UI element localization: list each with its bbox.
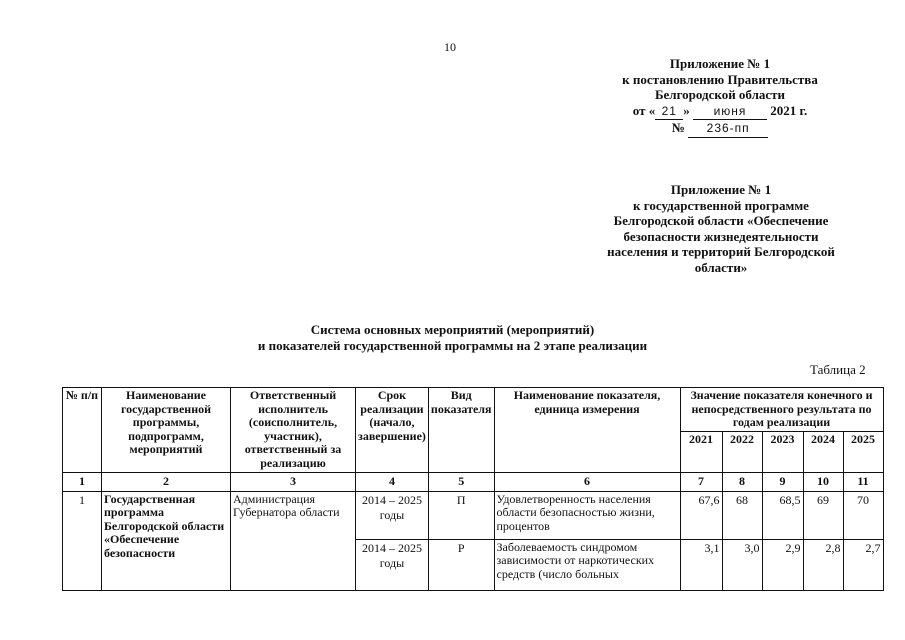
column-number: 10 [803,472,843,491]
appendix-program-line5: населения и территорий Белгородской [607,244,835,259]
header-name: Наименование государственной программы, подпрограмм, мероприятий [102,388,231,473]
column-number: 9 [762,472,803,491]
header-year: 2022 [722,431,762,472]
page-number: 10 [444,40,456,54]
header-type: Вид показателя [428,388,494,473]
date-day: 21 [655,104,683,121]
header-num: № п/п [63,388,102,473]
appendix-resolution-line1: Приложение № 1 [669,56,771,71]
row-executor: Администрация Губернатора области [231,491,356,590]
header-executor: Ответственный исполнитель (соисполнитель, участник), ответственный за реализацию [231,388,356,473]
column-numbers-row [63,472,884,491]
document-title [200,322,705,354]
appendix-resolution-line3: Белгородской области [654,87,786,102]
row-type: Р [428,539,494,590]
header-indicator: Наименование показателя, единица измерения [494,388,680,473]
column-number: 4 [356,472,429,491]
row-indicator: Заболеваемость синдромом зависимости от наркотических средств (число больных [494,539,680,590]
row-value: 67,6 [680,491,722,539]
appendix-program-line2: к государственной программе [633,197,809,213]
row-type: П [428,491,494,539]
header-year: 2025 [843,431,883,472]
appendix-program-line4: безопасности жизнедеятельности [623,228,819,244]
header-year: 2021 [680,431,722,472]
column-number: 6 [494,472,680,491]
row-num: 1 [63,491,102,590]
row-value: 68,5 [762,491,803,539]
column-number: 2 [102,472,231,491]
row-value: 2,8 [803,539,843,590]
row-indicator: Удовлетворенность населения области безопасностью жизни, процентов [494,491,680,539]
row-value: 69 [803,491,843,539]
row-value: 3,0 [722,539,762,590]
appendix-program-line3: Белгородской области «Обеспечение [613,213,829,228]
table-label: Таблица 2 [810,362,866,377]
resolution-number-value: 236-пп [688,121,768,138]
row-value: 2,9 [762,539,803,590]
column-number: 7 [680,472,722,491]
table-row [63,491,884,539]
row-value: 68 [722,491,762,539]
row-value: 2,7 [843,539,883,590]
row-program-name: Государственная программа Белгородской области «Обеспечение безопасности [102,491,231,590]
header-year: 2023 [762,431,803,472]
row-value: 3,1 [680,539,722,590]
header-values-group: Значение показателя конечного и непосредственного результата по годам реализации [680,388,883,432]
row-value: 70 [843,491,883,539]
appendix-resolution-line2: к постановлению Правительства [622,71,818,87]
measures-table [62,387,884,591]
appendix-resolution-date: от « 21 » июня 2021 г. [590,103,850,121]
appendix-resolution-number: № 236-пп [590,120,850,138]
column-number: 3 [231,472,356,491]
appendix-program-line6: области» [694,259,748,275]
appendix-resolution-block [590,56,850,138]
row-period: 2014 – 2025 годы [356,491,429,539]
header-year: 2024 [803,431,843,472]
appendix-program-line1: Приложение № 1 [670,182,772,197]
title-line1: Система основных мероприятий (мероприятий) [310,322,595,337]
date-month: июня [693,104,767,121]
header-period: Срок реализации (начало, завершение) [356,388,429,473]
column-number: 8 [722,472,762,491]
appendix-program-block [578,182,864,275]
column-number: 1 [63,472,102,491]
column-number: 11 [843,472,883,491]
title-line2: и показателей государственной программы на 2 этапе реализации [257,338,648,353]
column-number: 5 [428,472,494,491]
row-period: 2014 – 2025 годы [356,539,429,590]
